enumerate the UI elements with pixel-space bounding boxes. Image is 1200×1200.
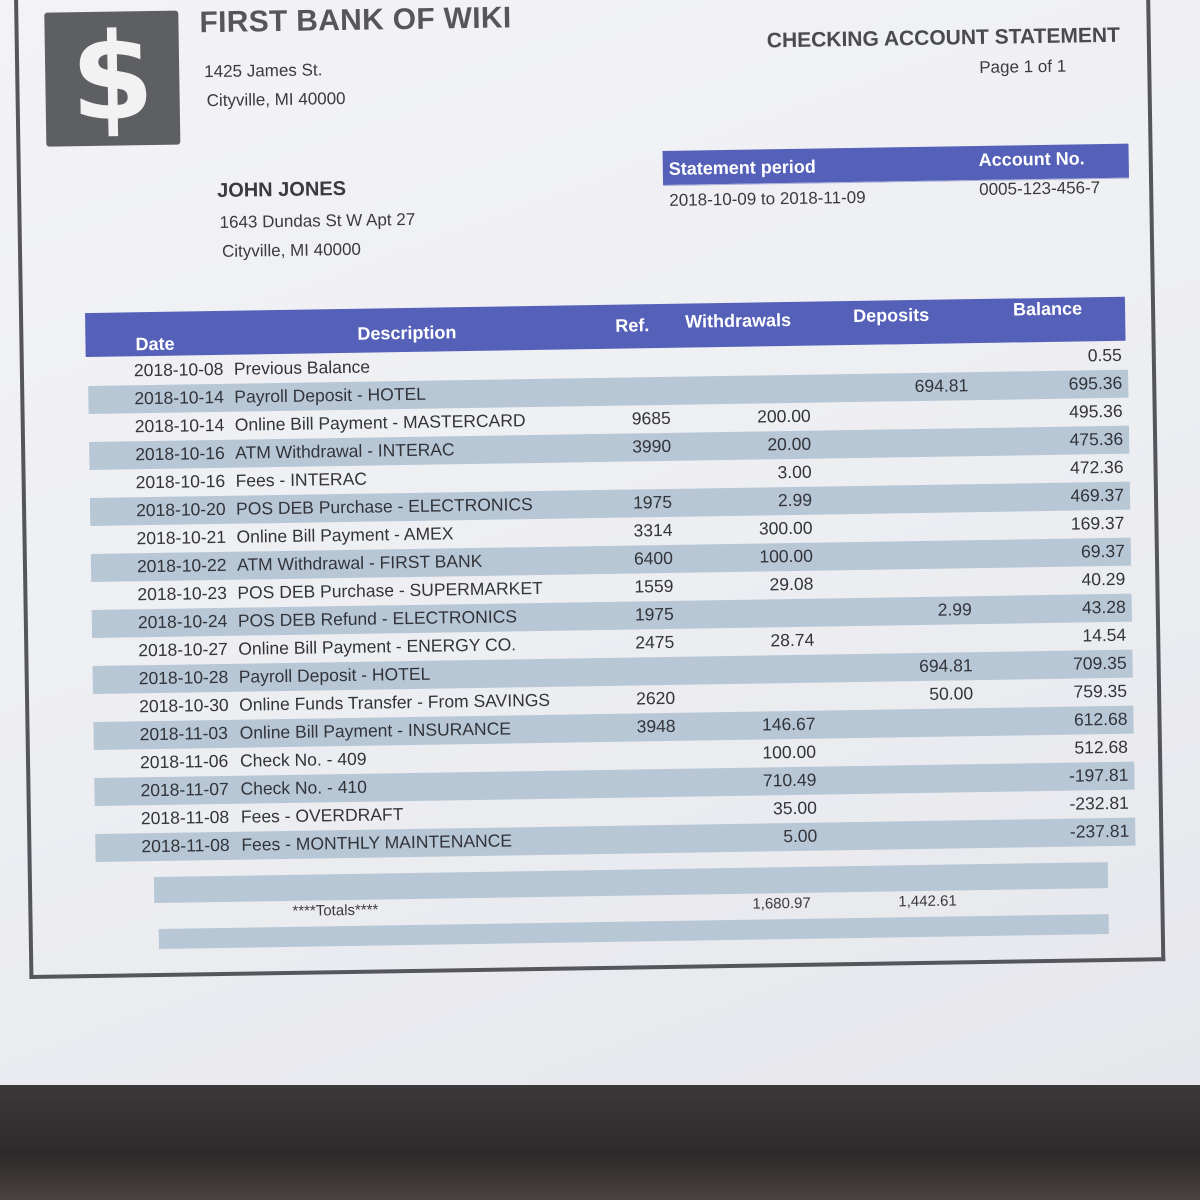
cell-date: 2018-11-06 bbox=[139, 750, 229, 773]
cell-balance: 40.29 bbox=[1081, 568, 1126, 590]
cell-balance: 14.54 bbox=[1082, 624, 1127, 646]
cell-withdrawal: 29.08 bbox=[769, 573, 814, 595]
document-title: CHECKING ACCOUNT STATEMENT bbox=[766, 23, 1121, 53]
cell-date: 2018-10-27 bbox=[138, 638, 228, 661]
customer-name: JOHN JONES bbox=[216, 177, 347, 202]
cell-balance: 759.35 bbox=[1073, 680, 1128, 702]
cell-deposit: 694.81 bbox=[918, 655, 973, 677]
cell-ref: 1559 bbox=[634, 575, 674, 597]
cell-balance: 612.68 bbox=[1073, 708, 1128, 730]
statement-period-value: 2018-10-09 to 2018-11-09 bbox=[669, 187, 866, 210]
cell-withdrawal: 2.99 bbox=[777, 489, 813, 511]
header-balance: Balance bbox=[1012, 298, 1083, 320]
cell-description: ATM Withdrawal - INTERAC bbox=[235, 439, 455, 463]
cell-description: Online Bill Payment - INSURANCE bbox=[239, 718, 512, 743]
cell-description: Check No. - 410 bbox=[240, 776, 368, 799]
cell-description: Fees - INTERAC bbox=[235, 468, 368, 491]
cell-deposit: 2.99 bbox=[937, 599, 972, 620]
cell-ref: 2475 bbox=[635, 631, 675, 653]
cell-withdrawal: 300.00 bbox=[758, 517, 813, 539]
cell-withdrawal: 5.00 bbox=[783, 825, 818, 847]
cell-description: Check No. - 409 bbox=[239, 748, 367, 771]
header-withdrawals: Withdrawals bbox=[685, 309, 792, 332]
cell-date: 2018-10-21 bbox=[136, 526, 227, 549]
account-number-value: 0005-123-456-7 bbox=[979, 178, 1101, 200]
cell-date: 2018-10-16 bbox=[135, 470, 226, 493]
cell-date: 2018-10-28 bbox=[138, 666, 229, 689]
cell-balance: 475.36 bbox=[1069, 428, 1124, 450]
cell-ref: 1975 bbox=[634, 603, 674, 625]
totals-label: ****Totals**** bbox=[292, 901, 379, 920]
cell-description: Payroll Deposit - HOTEL bbox=[238, 663, 431, 687]
cell-balance: 43.28 bbox=[1081, 596, 1126, 618]
customer-address-line1: 1643 Dundas St W Apt 27 bbox=[219, 209, 416, 232]
cell-description: Previous Balance bbox=[233, 356, 371, 379]
cell-description: POS DEB Purchase - ELECTRONICS bbox=[235, 494, 533, 519]
cell-deposit: 50.00 bbox=[929, 683, 974, 704]
totals-deposits: 1,442.61 bbox=[898, 892, 957, 911]
cell-balance: 0.55 bbox=[1087, 344, 1122, 366]
cell-deposit: 694.81 bbox=[914, 375, 969, 397]
cell-ref: 3948 bbox=[636, 715, 676, 737]
cell-ref: 6400 bbox=[633, 547, 674, 569]
cell-description: Online Bill Payment - AMEX bbox=[236, 523, 454, 547]
cell-description: Fees - OVERDRAFT bbox=[240, 804, 404, 827]
cell-withdrawal: 35.00 bbox=[772, 797, 818, 819]
dollar-logo-icon: $ bbox=[44, 11, 180, 147]
transactions-table-body bbox=[88, 342, 1136, 862]
cell-ref: 3314 bbox=[633, 519, 673, 541]
cell-balance: -237.81 bbox=[1069, 820, 1130, 842]
cell-balance: 495.36 bbox=[1068, 400, 1123, 422]
cell-withdrawal: 710.49 bbox=[762, 769, 817, 791]
cell-balance: -197.81 bbox=[1068, 764, 1129, 786]
cell-balance: 469.37 bbox=[1070, 484, 1125, 506]
cell-date: 2018-10-30 bbox=[139, 694, 229, 717]
cell-balance: 472.36 bbox=[1069, 456, 1124, 478]
cell-description: Online Funds Transfer - From SAVINGS bbox=[239, 689, 551, 715]
cell-balance: 512.68 bbox=[1074, 736, 1129, 758]
cell-date: 2018-10-23 bbox=[137, 582, 228, 605]
cell-withdrawal: 100.00 bbox=[762, 741, 817, 763]
cell-balance: 709.35 bbox=[1072, 652, 1127, 674]
totals-withdrawals: 1,680.97 bbox=[752, 894, 811, 913]
cell-description: POS DEB Refund - ELECTRONICS bbox=[237, 606, 518, 631]
cell-date: 2018-10-22 bbox=[136, 554, 227, 577]
monitor-bezel bbox=[0, 1085, 1200, 1200]
header-deposits: Deposits bbox=[852, 304, 930, 326]
cell-ref: 2620 bbox=[636, 687, 676, 709]
cell-withdrawal: 200.00 bbox=[757, 405, 811, 427]
cell-withdrawal: 146.67 bbox=[761, 713, 816, 735]
bank-name: FIRST BANK OF WIKI bbox=[199, 1, 512, 40]
cell-date: 2018-10-08 bbox=[133, 358, 224, 381]
cell-description: Payroll Deposit - HOTEL bbox=[234, 383, 427, 407]
cell-date: 2018-10-16 bbox=[135, 442, 225, 465]
cell-description: ATM Withdrawal - FIRST BANK bbox=[236, 550, 483, 575]
cell-description: Fees - MONTHLY MAINTENANCE bbox=[241, 830, 513, 855]
cell-description: POS DEB Purchase - SUPERMARKET bbox=[237, 577, 543, 603]
customer-address-line2: Cityville, MI 40000 bbox=[221, 239, 362, 261]
header-date: Date bbox=[135, 333, 175, 355]
cell-withdrawal: 3.00 bbox=[777, 461, 812, 483]
cell-date: 2018-11-03 bbox=[139, 722, 228, 745]
cell-ref: 9685 bbox=[631, 407, 671, 429]
cell-date: 2018-10-14 bbox=[134, 414, 225, 437]
cell-balance: 695.36 bbox=[1068, 372, 1123, 394]
cell-date: 2018-10-20 bbox=[135, 498, 226, 521]
header-ref: Ref. bbox=[615, 315, 650, 336]
cell-withdrawal: 28.74 bbox=[770, 629, 815, 651]
cell-date: 2018-11-07 bbox=[140, 778, 229, 801]
bank-address-line1: 1425 James St. bbox=[204, 60, 323, 82]
cell-date: 2018-11-08 bbox=[140, 806, 230, 829]
cell-withdrawal: 20.00 bbox=[767, 433, 812, 455]
statement-period-label: Statement period bbox=[668, 156, 816, 179]
account-number-label: Account No. bbox=[978, 148, 1085, 171]
cell-balance: 169.37 bbox=[1070, 512, 1125, 534]
cell-balance: -232.81 bbox=[1069, 792, 1129, 814]
cell-ref: 3990 bbox=[632, 435, 672, 457]
cell-date: 2018-10-14 bbox=[134, 386, 225, 409]
page-number: Page 1 of 1 bbox=[979, 56, 1067, 77]
cell-date: 2018-11-08 bbox=[141, 834, 230, 857]
bank-address-line2: Cityville, MI 40000 bbox=[206, 88, 346, 111]
cell-description: Online Bill Payment - ENERGY CO. bbox=[238, 634, 517, 659]
cell-ref: 1975 bbox=[632, 491, 673, 513]
header-description: Description bbox=[357, 322, 457, 344]
cell-description: Online Bill Payment - MASTERCARD bbox=[234, 410, 526, 435]
cell-balance: 69.37 bbox=[1080, 540, 1126, 562]
cell-withdrawal: 100.00 bbox=[759, 545, 814, 567]
cell-date: 2018-10-24 bbox=[137, 610, 228, 633]
